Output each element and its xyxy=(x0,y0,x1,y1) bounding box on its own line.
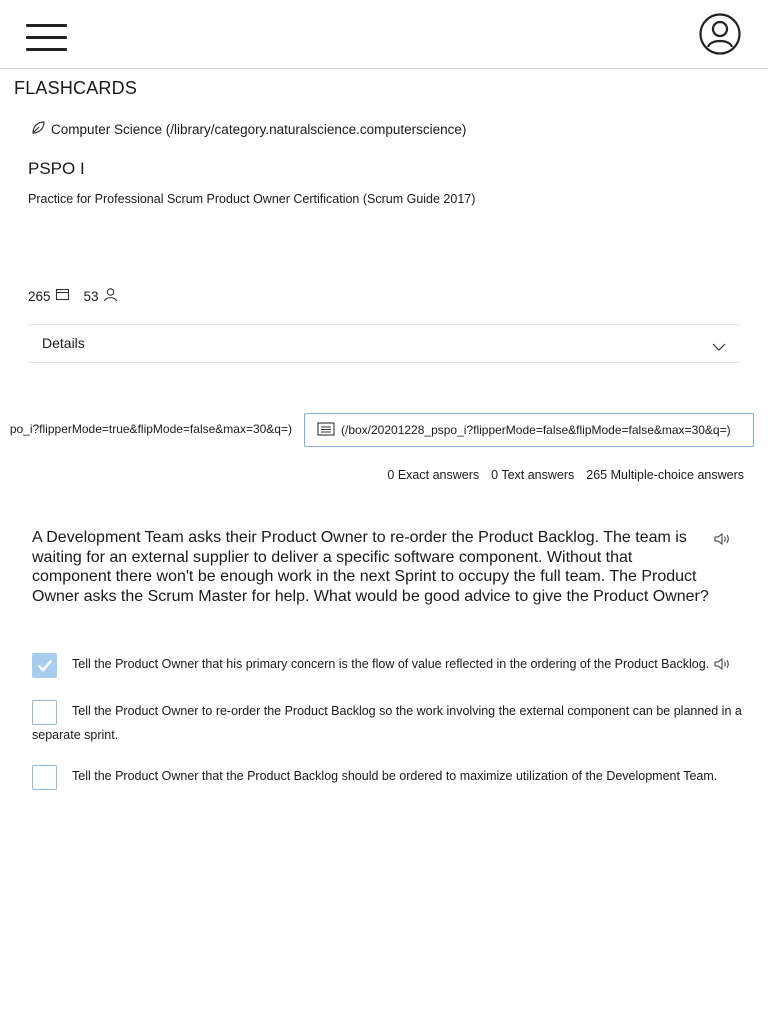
details-label: Details xyxy=(42,335,85,351)
answer-text-2: Tell the Product Owner to re-order the Product Backlog so the work involving the external component can be planned in a separate sprint. xyxy=(32,704,742,742)
text-answers-count: 0 Text answers xyxy=(491,468,575,482)
flipper-mode-link[interactable]: po_i?flipperMode=true&flipMode=false&max=30&q=) xyxy=(9,422,292,436)
speaker-icon[interactable] xyxy=(714,532,732,546)
list-mode-link-text: (/box/20201228_pspo_i?flipperMode=false&flipMode=false&max=30&q=) xyxy=(341,423,731,437)
multiple-choice-count: 265 Multiple-choice answers xyxy=(586,468,744,482)
list-mode-link[interactable] xyxy=(304,413,754,447)
users-icon xyxy=(103,287,118,305)
speaker-icon[interactable] xyxy=(714,657,732,671)
exact-answers-count: 0 Exact answers xyxy=(387,468,480,482)
card-count-value: 265 xyxy=(28,288,51,304)
deck-stats xyxy=(28,287,132,305)
user-count-value: 53 xyxy=(83,288,99,304)
answer-checkbox-3[interactable] xyxy=(32,765,57,790)
user-account-icon[interactable] xyxy=(698,12,742,56)
leaf-icon xyxy=(30,120,46,139)
answer-text-3: Tell the Product Owner that the Product Backlog should be ordered to maximize utilization of the Development Team. xyxy=(72,769,718,783)
answer-text-1: Tell the Product Owner that his primary concern is the flow of value reflected in the ordering of the Product Backlog. xyxy=(72,657,710,671)
answer-option-2[interactable] xyxy=(32,699,744,747)
mode-links xyxy=(0,412,768,448)
deck-title: PSPO I xyxy=(28,159,85,178)
answer-checkbox-1[interactable] xyxy=(32,653,57,678)
answer-checkbox-2[interactable] xyxy=(32,700,57,725)
section-label: FLASHCARDS xyxy=(14,78,138,98)
deck-description: Practice for Professional Scrum Product Owner Certification (Scrum Guide 2017) xyxy=(28,192,476,206)
answer-option-3[interactable] xyxy=(32,764,744,788)
top-header xyxy=(0,0,768,69)
card-count xyxy=(28,287,70,305)
user-count xyxy=(84,287,118,305)
cards-icon xyxy=(55,287,70,305)
question-text: A Development Team asks their Product Owner to re-order the Product Backlog. The team is waiting for an external supplier to deliver a specific software component. Without that component there won't be enough work in the next Sprint to occupy the full team. The Product Owner asks the Scrum Master for help. What would be good advice to give the Product Owner? xyxy=(32,529,709,605)
chevron-down-icon xyxy=(712,339,726,349)
answer-option-1[interactable] xyxy=(32,652,744,676)
hamburger-menu-icon[interactable] xyxy=(26,24,68,52)
category-text: Computer Science (/library/category.naturalscience.computerscience) xyxy=(51,122,467,137)
answer-counts xyxy=(387,468,744,482)
details-accordion[interactable] xyxy=(28,324,740,363)
category-link[interactable] xyxy=(30,120,466,139)
list-view-icon xyxy=(305,422,341,439)
